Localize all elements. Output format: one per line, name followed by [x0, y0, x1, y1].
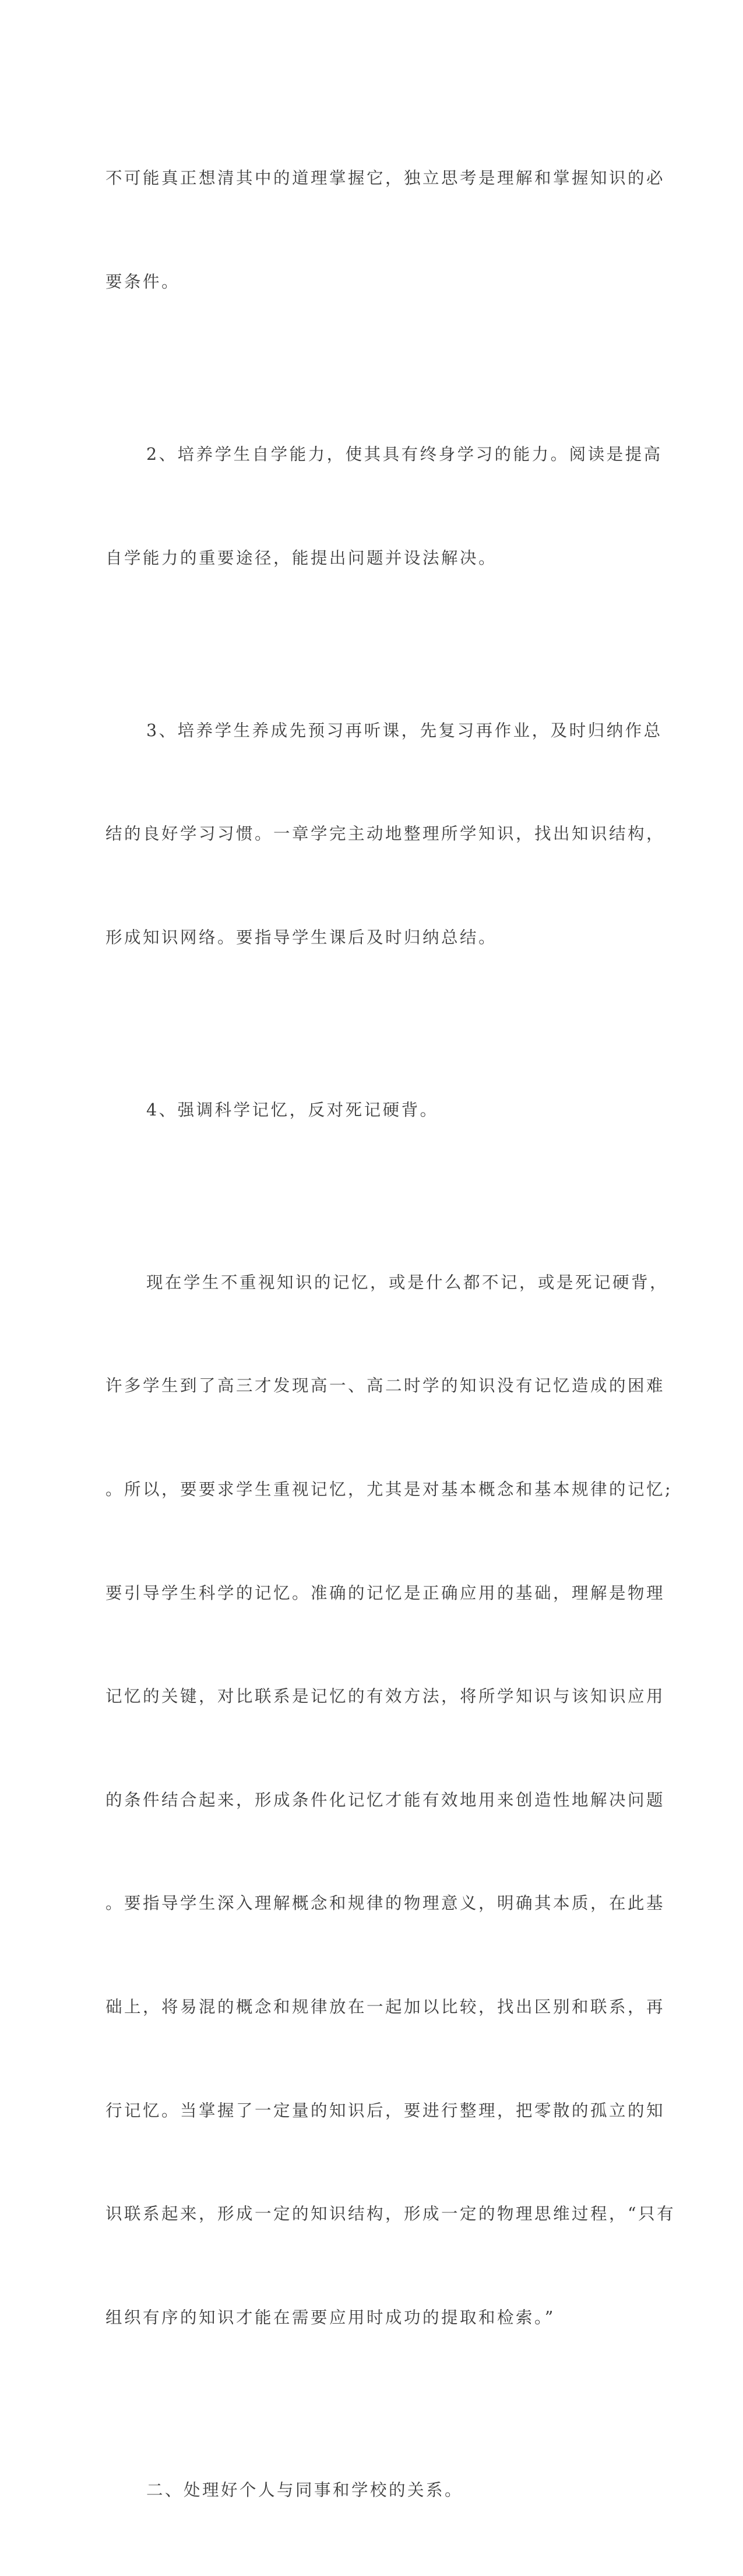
- text-line: 。要指导学生深入理解概念和规律的物理意义，明确其本质，在此基: [105, 1894, 665, 1913]
- paragraph-continued: [105, 92, 665, 368]
- body-text: [105, 92, 676, 2576]
- text-line: 自学能力的重要途径，能提出问题并设法解决。: [105, 548, 498, 568]
- text-line: 识联系起来，形成一定的知识结构，形成一定的物理思维过程，“只有: [105, 2204, 676, 2224]
- text-line: 形成知识网络。要指导学生课后及时归纳总结。: [105, 927, 498, 947]
- section-heading: 二、处理好个人与同事和学校的关系。: [146, 2480, 464, 2500]
- text-line: 许多学生到了高三才发现高一、高二时学的知识没有记忆造成的困难: [105, 1376, 665, 1396]
- text-line: 要条件。: [105, 272, 181, 291]
- text-line: 组织有序的知识才能在需要应用时成功的提取和检索。”: [105, 2307, 555, 2327]
- text-line: 4、强调科学记忆，反对死记硬背。: [146, 1100, 439, 1120]
- paragraph-section-heading: [105, 2403, 601, 2576]
- paragraph-memory: [105, 1196, 676, 2403]
- text-line: 行记忆。当掌握了一定量的知识后，要进行整理，把零散的孤立的知: [105, 2100, 665, 2120]
- paragraph-item-4: [105, 1023, 601, 1196]
- text-line: 。所以，要要求学生重视记忆，尤其是对基本概念和基本规律的记忆;: [105, 1479, 673, 1499]
- text-line: 现在学生不重视知识的记忆，或是什么都不记，或是死记硬背，: [146, 1272, 669, 1292]
- text-line: 要引导学生科学的记忆。准确的记忆是正确应用的基础，理解是物理: [105, 1583, 665, 1603]
- text-line: 2、培养学生自学能力，使其具有终身学习的能力。阅读是提高: [146, 445, 663, 464]
- text-line: 结的良好学习习惯。一章学完主动地整理所学知识，找出知识结构，: [105, 824, 665, 844]
- paragraph-item-2: [105, 368, 663, 645]
- text-line: 不可能真正想清其中的道理掌握它，独立思考是理解和掌握知识的必: [105, 168, 665, 188]
- text-line: 3、培养学生养成先预习再听课，先复习再作业，及时归纳作总: [146, 720, 663, 740]
- text-line: 础上，将易混的概念和规律放在一起加以比较，找出区别和联系，再: [105, 1997, 665, 2017]
- text-line: 记忆的关键，对比联系是记忆的有效方法，将所学知识与该知识应用: [105, 1687, 665, 1706]
- text-line: 的条件结合起来，形成条件化记忆才能有效地用来创造性地解决问题: [105, 1790, 665, 1810]
- paragraph-item-3: [105, 644, 665, 1023]
